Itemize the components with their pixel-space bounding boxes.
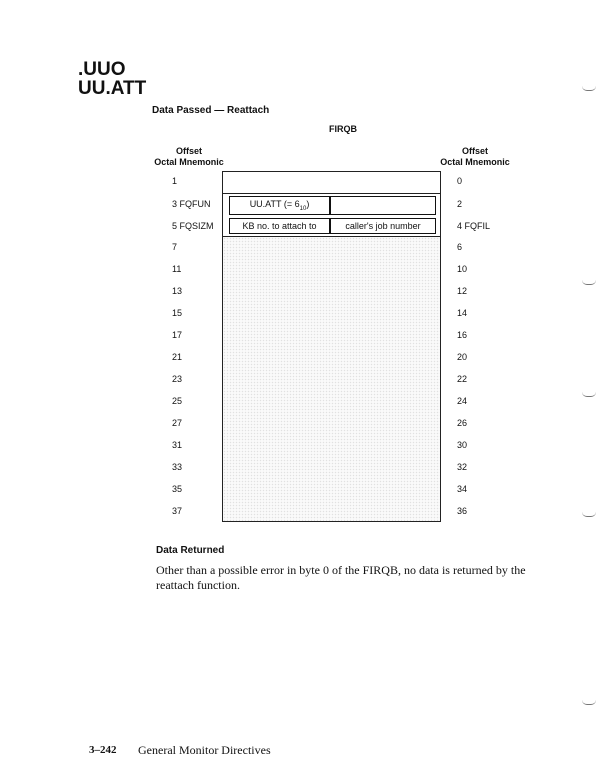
- left-offset-label: 25: [172, 396, 183, 406]
- left-offset-label: 23: [172, 374, 183, 384]
- left-offset-label: 35: [172, 484, 183, 494]
- right-offset-label: 4 FQFIL: [457, 221, 491, 231]
- edge-mark: [582, 280, 596, 285]
- fqfil-cell: caller's job number: [330, 218, 436, 234]
- right-column-header: Offset Octal Mnemonic: [440, 146, 510, 167]
- row-divider: [222, 193, 441, 194]
- left-offset-label: 27: [172, 418, 183, 428]
- fqfun-empty-cell: [330, 196, 436, 215]
- left-offset-label: 13: [172, 286, 183, 296]
- right-offset-label: 2: [457, 199, 463, 209]
- row-divider: [222, 236, 441, 237]
- left-offset-label: 21: [172, 352, 183, 362]
- right-offset-label: 20: [457, 352, 468, 362]
- right-offset-label: 0: [457, 176, 463, 186]
- left-offset-label: 37: [172, 506, 183, 516]
- fqfun-cell: UU.ATT (= $6_{10}$): [229, 196, 330, 215]
- left-column-header: Offset Octal Mnemonic: [154, 146, 224, 167]
- page-number: 3–242: [89, 744, 117, 756]
- edge-mark: [582, 512, 596, 517]
- right-offset-label: 30: [457, 440, 468, 450]
- left-offset-label: 1: [172, 176, 178, 186]
- right-offset-label: 26: [457, 418, 468, 428]
- right-offset-label: 32: [457, 462, 468, 472]
- left-offset-label: 17: [172, 330, 183, 340]
- left-offset-label: 5 FQSIZM: [172, 221, 214, 231]
- edge-mark: [582, 700, 596, 705]
- directive-name: .UUO: [78, 59, 126, 80]
- block-title: FIRQB: [329, 124, 357, 134]
- left-offset-label: 33: [172, 462, 183, 472]
- returned-title: Data Returned: [156, 545, 225, 556]
- right-offset-label: 12: [457, 286, 468, 296]
- footer-section-name: General Monitor Directives: [138, 743, 271, 757]
- section-title: Data Passed — Reattach: [152, 105, 270, 116]
- right-offset-label: 24: [457, 396, 468, 406]
- right-offset-label: 16: [457, 330, 468, 340]
- returned-text: Other than a possible error in byte 0 of the FIRQB, no data is returned by the reattach function.: [156, 563, 526, 592]
- right-offset-label: 22: [457, 374, 468, 384]
- directive-code: UU.ATT: [78, 78, 147, 99]
- edge-mark: [582, 392, 596, 397]
- right-offset-label: 36: [457, 506, 468, 516]
- left-offset-label: 31: [172, 440, 183, 450]
- fqsizm-cell: KB no. to attach to: [229, 218, 330, 234]
- right-offset-label: 10: [457, 264, 468, 274]
- right-offset-label: 6: [457, 242, 463, 252]
- left-offset-label: 11: [172, 264, 182, 274]
- right-offset-label: 34: [457, 484, 468, 494]
- left-offset-label: 7: [172, 242, 178, 252]
- edge-mark: [582, 86, 596, 91]
- right-offset-label: 14: [457, 308, 468, 318]
- left-offset-label: 15: [172, 308, 183, 318]
- left-offset-label: 3 FQFUN: [172, 199, 211, 209]
